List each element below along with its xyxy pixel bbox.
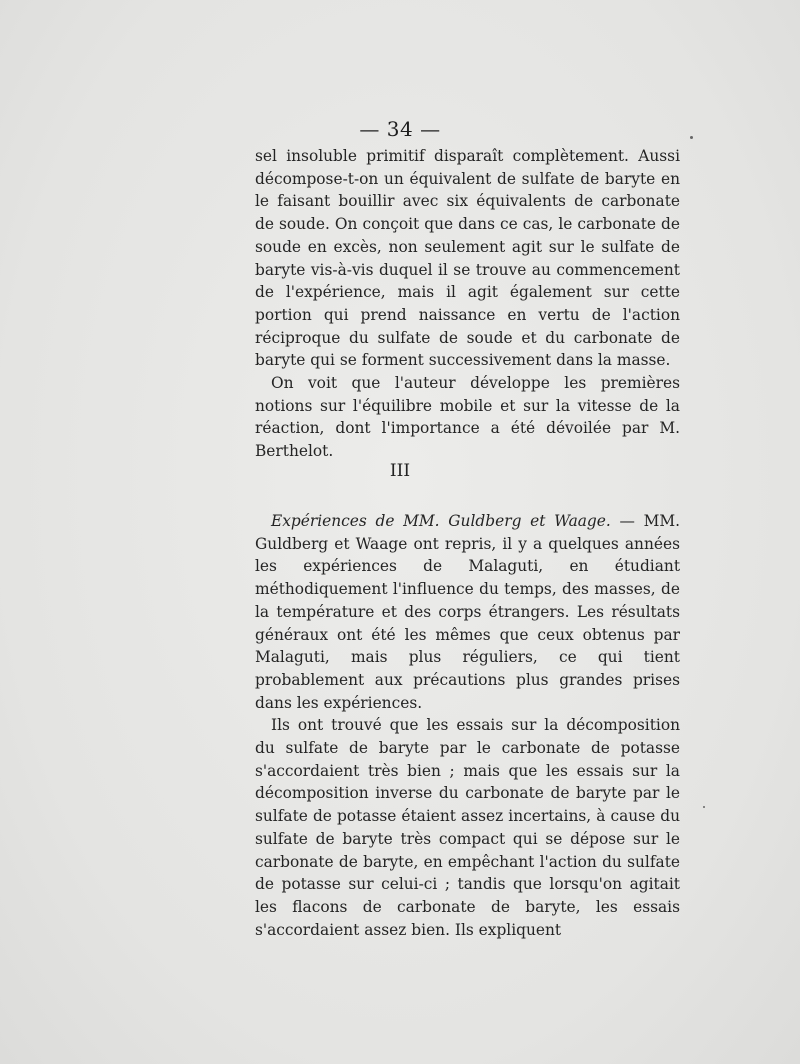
paragraph-1: sel insoluble primitif disparaît complètement. Aussi décompose-t-on un équivalent de sulfate de baryte en le faisant bouillir avec six équivalents de carbonate de soude. On conçoit que dans ce cas, le carbonate de soude en excès, non seulement agit sur le sulfate de baryte vis-à-vis duquel il se trouve au commencement de l'expérience, mais il agit également sur cette portion qui prend naissance en vertu de l'action réciproque du sulfate de soude et du carbonate de baryte qui se forment successivement dans la masse. <box>255 147 680 370</box>
paragraph-2: On voit que l'auteur développe les premières notions sur l'équilibre mobile et sur la vitesse de la réaction, dont l'importance a été dévoilée par M. Berthelot. <box>255 374 680 461</box>
lower-text-block <box>255 510 680 941</box>
paragraph-3 <box>255 510 680 714</box>
page-number: — 34 — <box>359 117 441 141</box>
paragraph-3-body: — MM. Guldberg et Waage ont repris, il y a quelques années les expériences de Malaguti, en étudiant méthodiquement l'influence du temps, des masses, de la température et des corps étrangers. Les résultats généraux ont été les mêmes que ceux obtenus par Malaguti, mais plus réguliers, ce qui tient probablement aux précautions plus grandes prises dans les expériences. <box>255 512 680 712</box>
scan-speck <box>690 136 693 139</box>
paragraph-4: Ils ont trouvé que les essais sur la décomposition du sulfate de baryte par le carbonate de potasse s'accordaient très bien ; mais que les essais sur la décomposition inverse du carbonate de baryte par le sulfate de potasse étaient assez incertains, à cause du sulfate de baryte très compact qui se dépose sur le carbonate de baryte, en empêchant l'action du sulfate de potasse sur celui-ci ; tandis que lorsqu'on agitait les flacons de carbonate de baryte, les essais s'accordaient assez bien. Ils expliquent <box>255 716 680 939</box>
upper-text-block <box>255 145 680 463</box>
section-heading: III <box>389 461 411 481</box>
paragraph-3-title: Expériences de MM. Guldberg et Waage. <box>271 512 611 530</box>
scan-speck <box>703 806 705 808</box>
